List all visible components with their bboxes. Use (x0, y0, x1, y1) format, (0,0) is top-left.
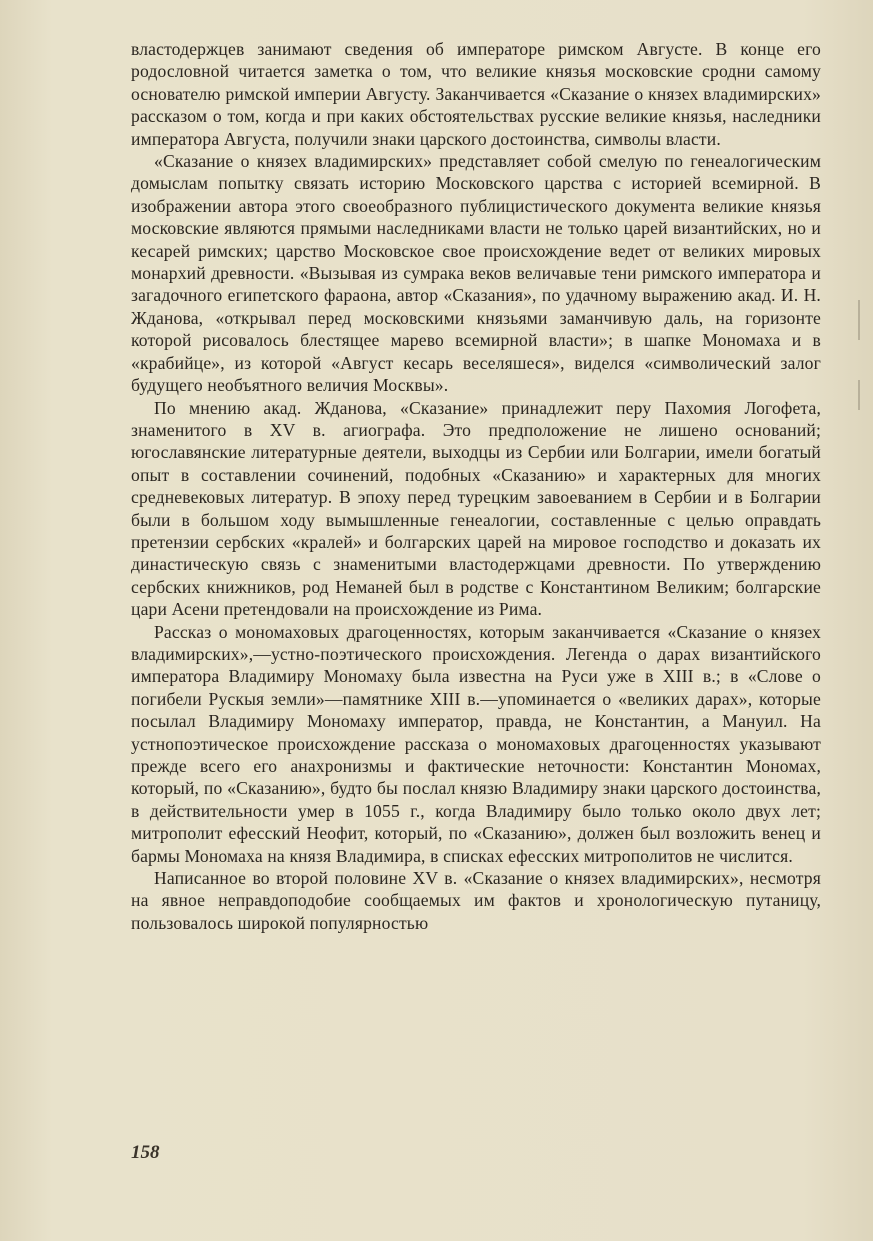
paragraph: Рассказ о мономаховых драгоценностях, которым заканчивается «Сказание о князех владимирских»,—устно-поэтического происхождения. Легенда о дарах византийского императора Владимиру Мономаху была известна на Руси уже в XIII в.; в «Слове о погибели Рускыя земли»—памятнике XIII в.—упоминается о «великих дарах», которые посылал Владимиру Мономаху император, правда, не Константин, а Мануил. На устнопоэтическое происхождение рассказа о мономаховых драгоценностях указывают прежде всего его анахронизмы и фактические неточности: Константин Мономах, который, по «Сказанию», будто бы послал князю Владимиру знаки царского достоинства, в действительности умер в 1055 г., когда Владимиру было только около двух лет; митрополит ефесский Неофит, который, по «Сказанию», должен был возложить венец и бармы Мономаха на князя Владимира, в списках ефесских митрополитов не числится. (131, 621, 821, 866)
paragraph: По мнению акад. Жданова, «Сказание» принадлежит перу Пахомия Логофета, знаменитого в XV в. агиографа. Это предположение не лишено оснований; югославянские литературные деятели, выходцы из Сербии или Болгарии, имели богатый опыт в составлении сочинений, подобных «Сказанию» и характерных для многих средневековых литератур. В эпоху перед турецким завоеванием в Сербии и в Болгарии были в большом ходу вымышленные генеалогии, составленные с целью оправдать претензии сербских «кралей» и болгарских царей на мировое господство и доказать их династическую связь с знаменитыми властодержцами древности. По утверждению сербских книжников, род Неманей был в родстве с Константином Великим; болгарские цари Асени претендовали на происхождение из Рима. (131, 397, 821, 620)
page-number: 158 (131, 1142, 160, 1163)
paragraph-continuation: властодержцев занимают сведения об императоре римском Августе. В конце его родословной читается заметка о том, что великие князья московские сродни самому основателю римской империи Августу. Заканчивается «Сказание о князех владимирских» рассказом о том, когда и при каких обстоятельствах русские великие князья, наследники императора Августа, получили знаки царского достоинства, символы власти. (131, 39, 821, 149)
page-edge-mark (858, 380, 860, 410)
paragraph: Написанное во второй половине XV в. «Сказание о князех владимирских», несмотря на явное неправдоподобие сообщаемых им фактов и хронологическую путаницу, пользовалось широкой популярностью (131, 868, 821, 933)
page-edge-mark (858, 300, 860, 340)
body-text (131, 38, 821, 934)
paragraph: «Сказание о князех владимирских» представляет собой смелую по генеалогическим домыслам попытку связать историю Московского царства с историей всемирной. В изображении автора этого своеобразного публицистического документа великие князья московские являются прямыми наследниками власти не только царей византийских, но и кесарей римских; царство Московское свое происхождение ведет от великих мировых монархий древности. «Вызывая из сумрака веков величавые тени римского императора и загадочного египетского фараона, автор «Сказания», по удачному выражению акад. И. Н. Жданова, «открывал перед московскими князьями заманчивую даль, на горизонте которой рисовалось блестящее марево всемирной власти»; в шапке Мономаха и в «крабийце», из которой «Август кесарь веселяшеся», виделся «символический залог будущего необъятного величия Москвы». (131, 151, 821, 396)
